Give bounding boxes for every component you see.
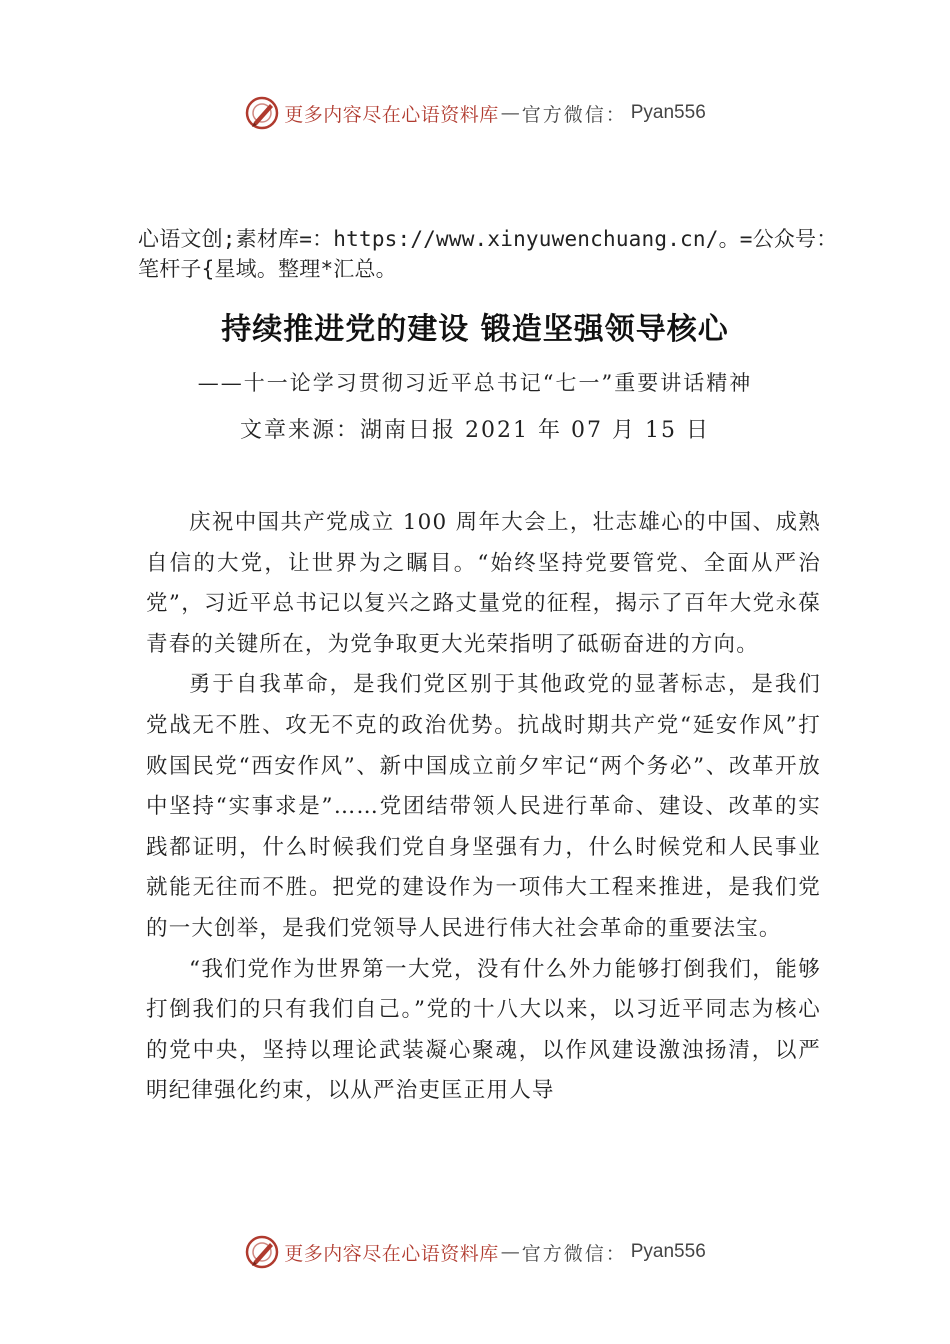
header-banner: [0, 93, 950, 133]
banner-wechat-label: 官方微信：: [521, 103, 627, 126]
source-note: 心语文创;素材库=：https://www.xinyuwenchuang.cn/。=公众号：笔杆子{星域。整理*汇总。: [138, 227, 838, 281]
article-dateline: 文章来源：湖南日报 2021 年 07 月 15 日: [240, 418, 710, 443]
banner-brand: 更多内容尽在心语资料库: [284, 1242, 499, 1265]
pen-logo-icon: [244, 1234, 280, 1270]
paragraph: “我们党作为世界第一大党，没有什么外力能够打倒我们，能够打倒我们的只有我们自己。”党的十八大以来，以习近平同志为核心的党中央，坚持以理论武装凝心聚魂，以作风建设激浊扬清，以严明纪律强化约束，以从严治吏匡正用人导: [146, 956, 821, 1104]
article-subtitle: ——十一论学习贯彻习近平总书记“七一”重要讲话精神: [197, 371, 753, 395]
footer-banner: [0, 1232, 950, 1272]
banner-wechat-id: Pyan556: [630, 1241, 706, 1262]
article-body: [146, 503, 821, 1112]
banner-wechat-label: 官方微信：: [521, 1242, 627, 1265]
banner-dash: —: [500, 102, 520, 124]
banner-dash: —: [500, 1241, 520, 1263]
paragraph: 勇于自我革命，是我们党区别于其他政党的显著标志，是我们党战无不胜、攻无不克的政治优势。抗战时期共产党“延安作风”打败国民党“西安作风”、新中国成立前夕牢记“两个务必”、改革开放中坚持“实事求是”……党团结带领人民进行革命、建设、改革的实践都证明，什么时候我们党自身坚强有力，什么时候党和人民事业就能无往而不胜。把党的建设作为一项伟大工程来推进，是我们党的一大创举，是我们党领导人民进行伟大社会革命的重要法宝。: [146, 672, 821, 941]
article-title: 持续推进党的建设 锻造坚强领导核心: [221, 312, 729, 347]
banner-wechat-id: Pyan556: [630, 102, 706, 123]
banner-brand: 更多内容尽在心语资料库: [284, 103, 499, 126]
pen-logo-icon: [244, 95, 280, 131]
paragraph: 庆祝中国共产党成立 100 周年大会上，壮志雄心的中国、成熟自信的大党，让世界为之瞩目。“始终坚持党要管党、全面从严治党”，习近平总书记以复兴之路丈量党的征程，揭示了百年大党永葆青春的关键所在，为党争取更大光荣指明了砥砺奋进的方向。: [146, 510, 821, 657]
